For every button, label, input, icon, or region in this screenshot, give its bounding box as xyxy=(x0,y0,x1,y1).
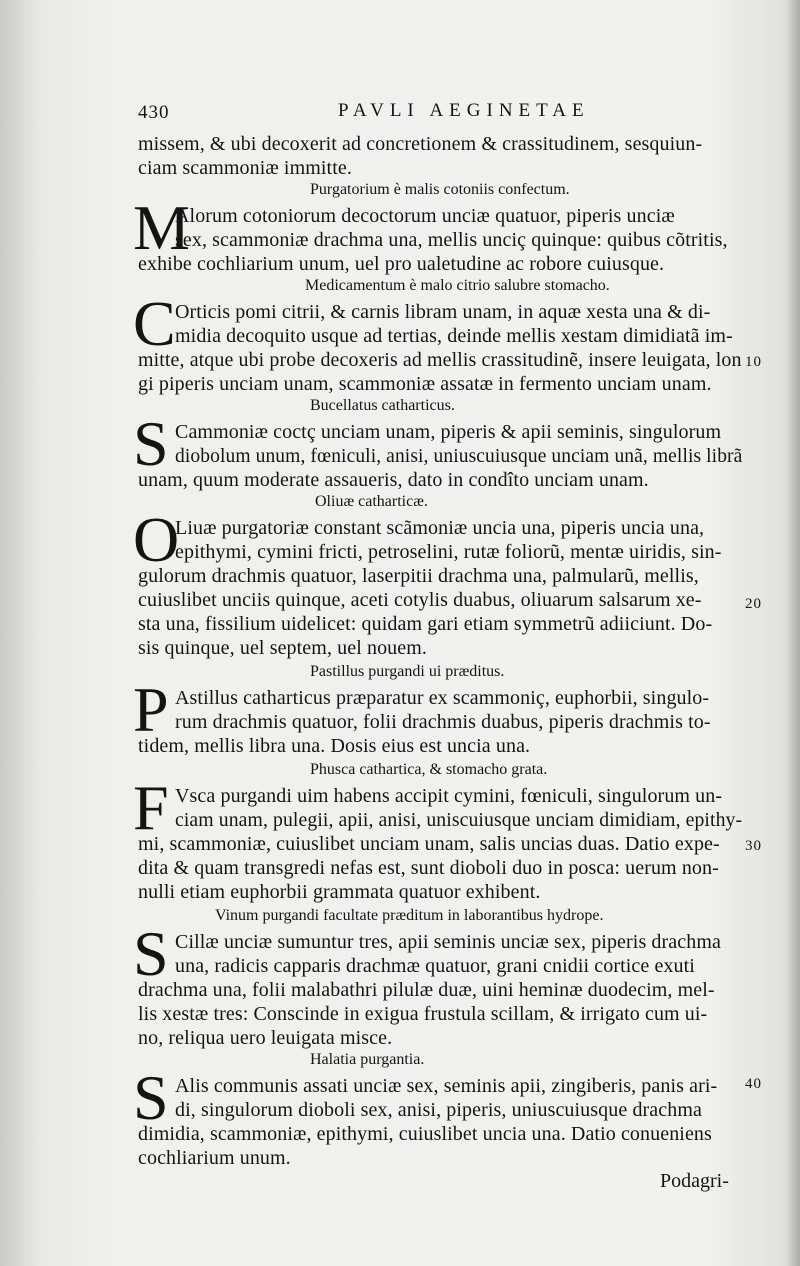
text-line: drachma una, folii malabathri pilulæ duæ, uini heminæ duodecim, mel- xyxy=(138,979,715,1001)
drop-initial: S xyxy=(133,918,169,989)
text-line: diobolum unum, fœniculi, anisi, uniuscuiusque unciam unã, mellis librã xyxy=(175,445,743,467)
text-line: gulorum drachmis quatuor, laserpitii drachma una, palmularũ, mellis, xyxy=(138,565,699,587)
drop-initial: S xyxy=(133,408,169,479)
text-line: mi, scammoniæ, cuiuslibet unciam unam, salis uncias duas. Datio expe- xyxy=(138,833,720,855)
section-heading: Pastillus purgandi ui præditus. xyxy=(310,663,505,680)
text-line: epithymi, cymini fricti, petroselini, rutæ foliorũ, mentæ uiridis, sin- xyxy=(175,541,722,563)
text-line: Cillæ unciæ sumuntur tres, apii seminis unciæ sex, piperis drachma xyxy=(175,931,721,953)
text-line: rum drachmis quatuor, folii drachmis duabus, piperis drachmis to- xyxy=(175,711,711,733)
drop-initial: P xyxy=(133,674,169,745)
text-line: sis quinque, uel septem, uel nouem. xyxy=(138,637,428,659)
text-line: no, reliqua uero leuigata misce. xyxy=(138,1027,393,1049)
text-line: dita & quam transgredi nefas est, sunt dioboli duo in posca: uerum non- xyxy=(138,857,719,879)
section-heading: Oliuæ catharticæ. xyxy=(315,493,428,510)
text-line: midia decoquito usque ad tertias, deinde mellis xestam dimidiatã im- xyxy=(175,325,733,347)
text-line: Liuæ purgatoriæ constant scãmoniæ uncia una, piperis uncia una, xyxy=(175,517,705,539)
text-line: ciam scammoniæ immitte. xyxy=(138,157,352,179)
text-line: Alis communis assati unciæ sex, seminis apii, zingiberis, panis ari- xyxy=(175,1075,718,1097)
text-line: una, radicis capparis drachmæ quatuor, grani cnidii cortice exuti xyxy=(175,955,695,977)
page-header xyxy=(138,100,738,128)
drop-initial: O xyxy=(133,504,180,575)
text-line: cuiuslibet unciis quinque, aceti cotylis duabus, oliuarum salsarum xe- xyxy=(138,589,702,611)
section-heading: Medicamentum è malo citrio salubre stomacho. xyxy=(305,277,610,294)
text-line: mitte, atque ubi probe decoxeris ad mellis crassitudinẽ, insere leuigata, lon xyxy=(138,349,742,371)
text-line: sex, scammoniæ drachma una, mellis unciç quinque: quibus cõtritis, xyxy=(175,229,728,251)
drop-initial: C xyxy=(133,288,176,359)
drop-initial: F xyxy=(133,772,169,843)
page-gutter-shadow xyxy=(786,0,800,1266)
line-number-marginal: 40 xyxy=(745,1076,762,1092)
text-line: Alorum cotoniorum decoctorum unciæ quatuor, piperis unciæ xyxy=(175,205,675,227)
text-line: Orticis pomi citrii, & carnis libram unam, in aquæ xesta una & di- xyxy=(175,301,711,323)
text-line: ciam unam, pulegii, apii, anisi, uniscuiusque unciam dimidiam, epithy- xyxy=(175,809,743,831)
text-line: dimidia, scammoniæ, epithymi, cuiuslibet uncia una. Datio conueniens xyxy=(138,1123,712,1145)
text-line: Vsca purgandi uim habens accipit cymini, fœniculi, singulorum un- xyxy=(175,785,723,807)
section-heading: Purgatorium è malis cotoniis confectum. xyxy=(310,181,570,198)
text-line: tidem, mellis libra una. Dosis eius est uncia una. xyxy=(138,735,531,757)
line-number-marginal: 20 xyxy=(745,596,762,612)
line-number-marginal: 10 xyxy=(745,354,762,370)
text-line: lis xestæ tres: Conscinde in exigua frustula scillam, & irrigato cum ui- xyxy=(138,1003,708,1025)
text-line: gi piperis unciam unam, scammoniæ assatæ in fermento unciam unam. xyxy=(138,373,712,395)
drop-initial: M xyxy=(133,192,190,263)
text-line: nulli etiam euphorbii grammata quatuor exhibent. xyxy=(138,881,541,903)
text-line: cochliarium unum. xyxy=(138,1147,291,1169)
section-heading: Bucellatus catharticus. xyxy=(310,397,455,414)
section-heading: Phusca cathartica, & stomacho grata. xyxy=(310,761,548,778)
text-line: sta una, fissilium uidelicet: quidam gari etiam symmetrũ adiiciunt. Do- xyxy=(138,613,713,635)
folio-number: 430 xyxy=(138,102,170,123)
section-heading: Halatia purgantia. xyxy=(310,1051,425,1068)
drop-initial: S xyxy=(133,1062,169,1133)
text-line: unam, quum moderate assaueris, dato in condîto unciam unam. xyxy=(138,469,649,491)
text-line: missem, & ubi decoxerit ad concretionem & crassitudinem, sesquiun- xyxy=(138,133,703,155)
text-line: Cammoniæ coctç unciam unam, piperis & apii seminis, singulorum xyxy=(175,421,722,443)
running-head: PAVLI AEGINETAE xyxy=(338,100,590,121)
line-number-marginal: 30 xyxy=(745,838,762,854)
text-line: di, singulorum dioboli sex, anisi, piperis, uniuscuiusque drachma xyxy=(175,1099,702,1121)
text-line: exhibe cochliarium unum, uel pro ualetudine ac robore cuiusque. xyxy=(138,253,665,275)
catchword: Podagri- xyxy=(660,1170,729,1192)
section-heading: Vinum purgandi facultate præditum in laborantibus hydrope. xyxy=(215,907,604,924)
text-line: Astillus catharticus præparatur ex scammoniç, euphorbii, singulo- xyxy=(175,687,710,709)
